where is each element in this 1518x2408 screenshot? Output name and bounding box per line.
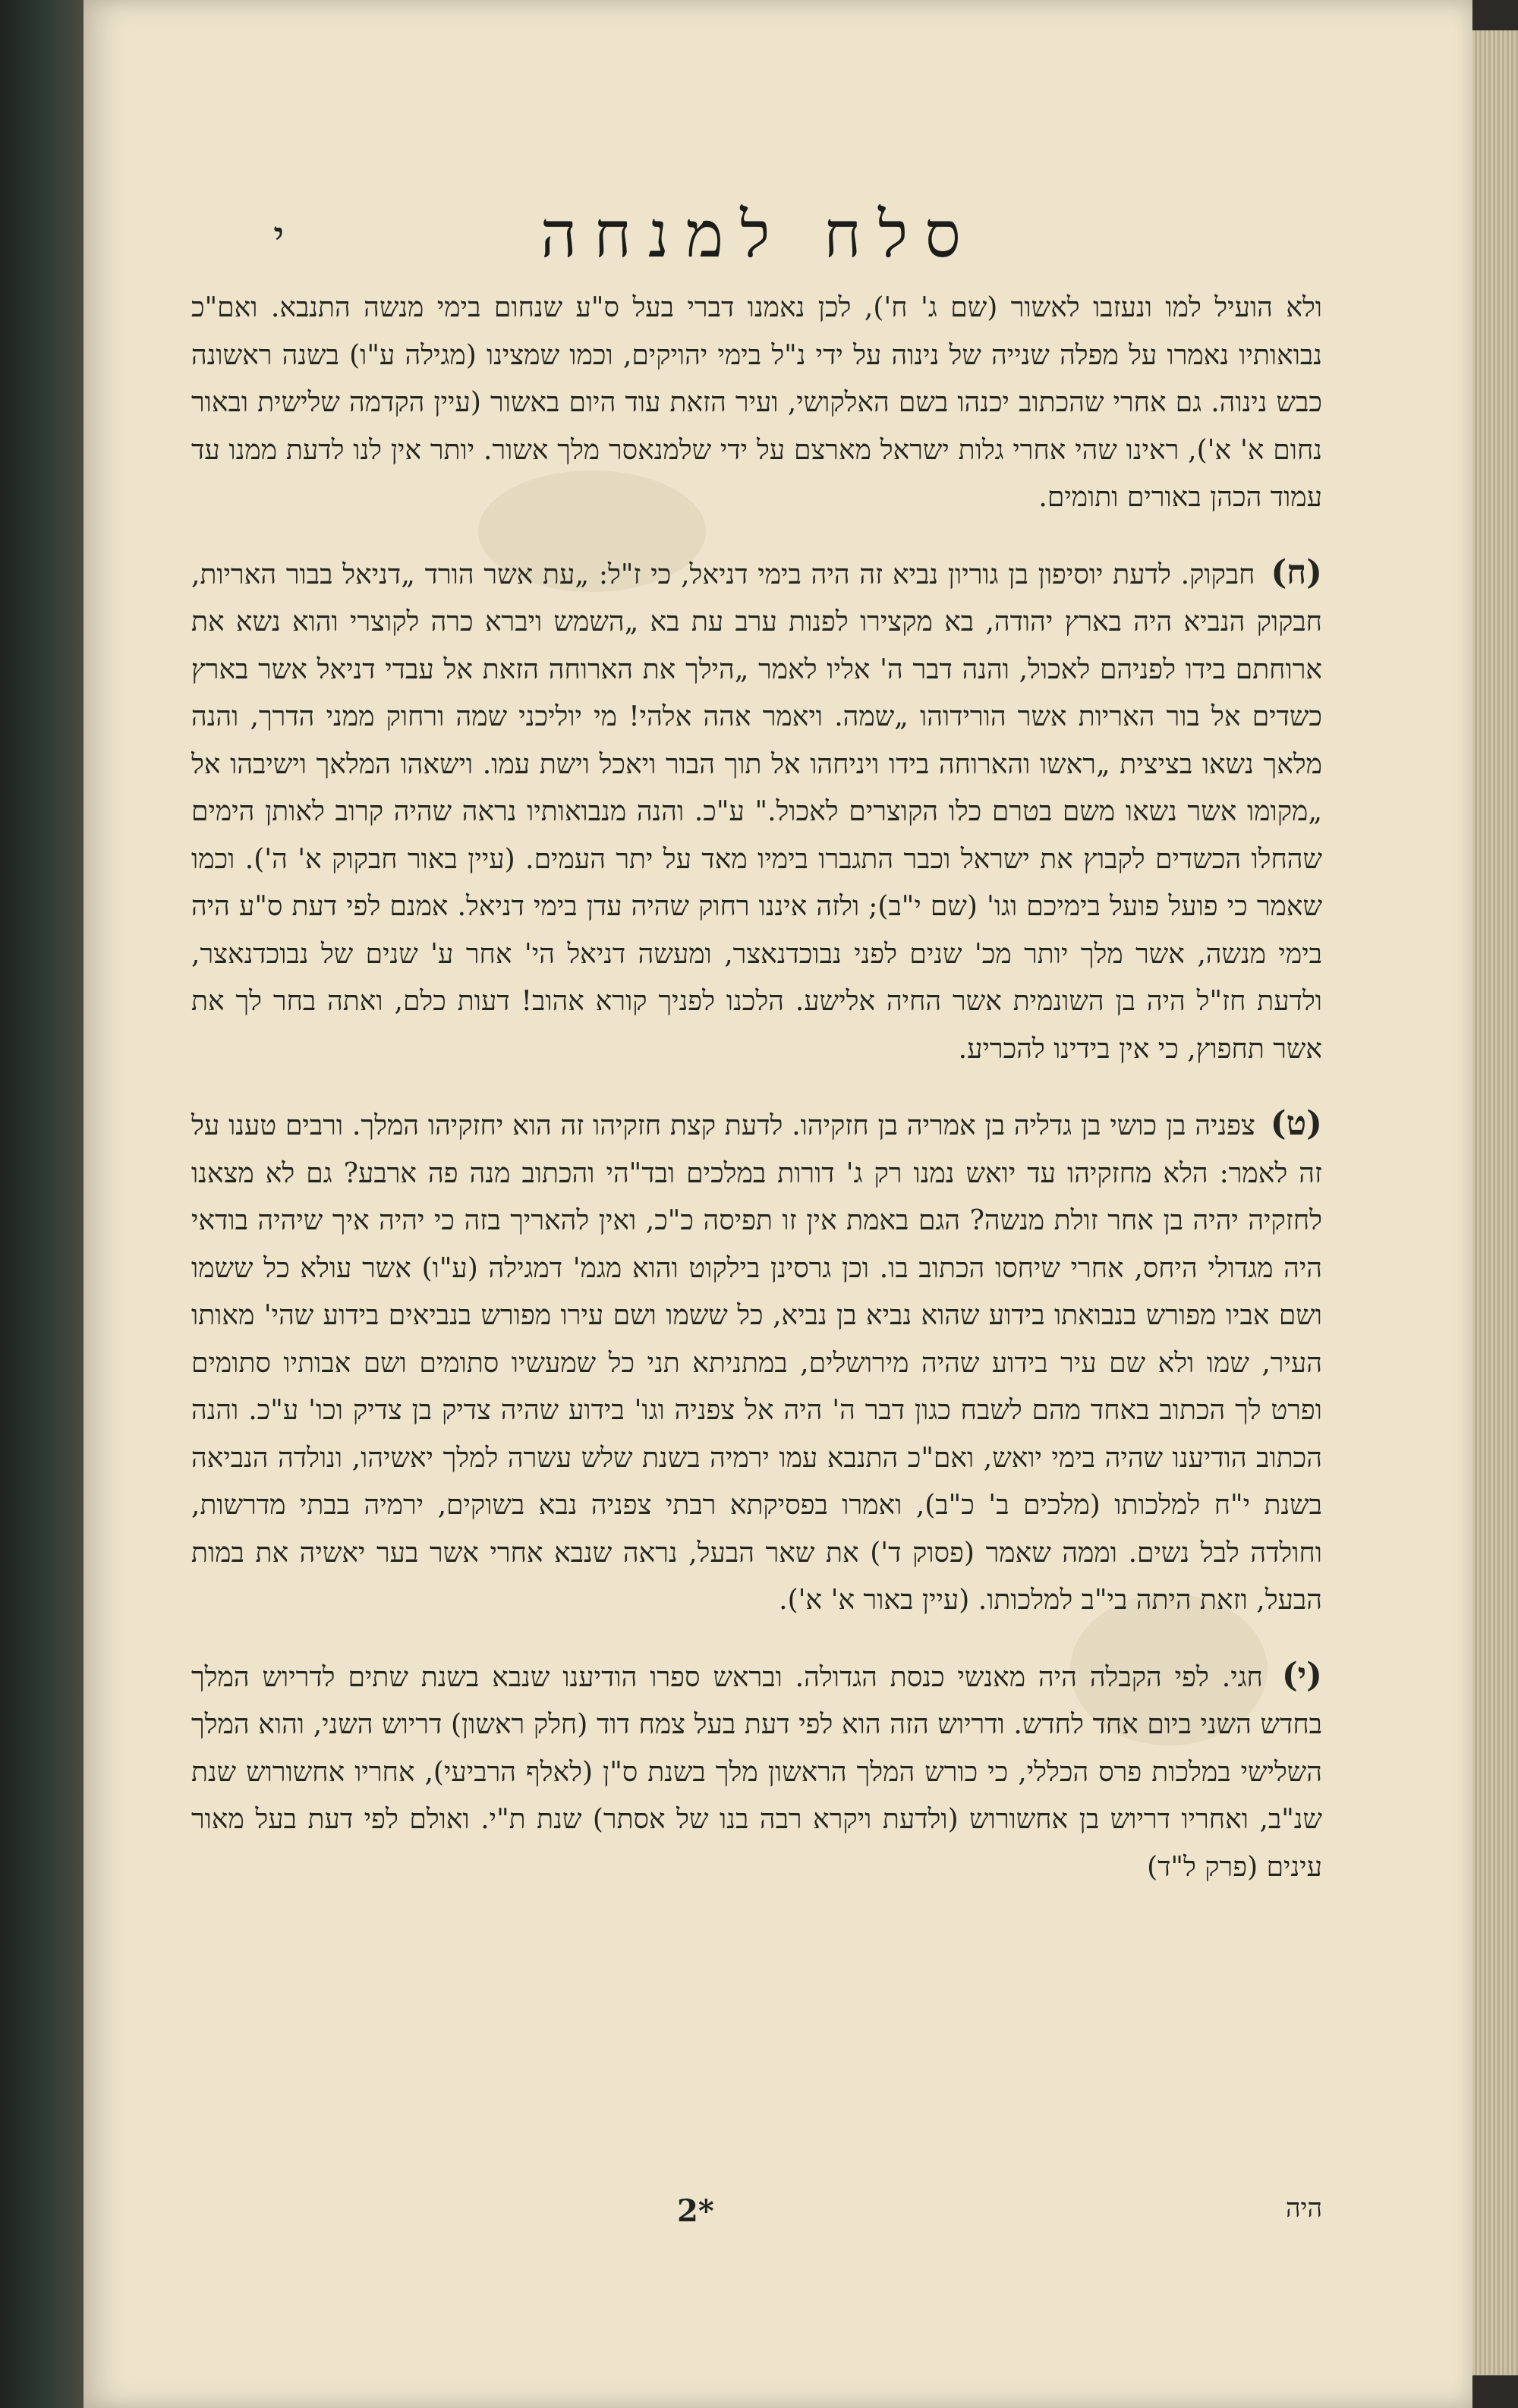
page-header: [273, 197, 1245, 281]
page-footer: [191, 2193, 1322, 2246]
signature-mark: 2*: [677, 2193, 714, 2229]
running-title: סלח למנחה: [540, 197, 978, 272]
paragraph-text: חגי. לפי הקבלה היה מאנשי כנסת הגדולה. ובראש ספרו הודיענו שנבא בשנת שתים לדריוש המלך בחדש השני ביום אחד לחדש. ודריוש הזה הוא לפי דעת בעל צמח דוד (חלק ראשון) דריוש השני, והוא המלך השלישי במלכות פרס הכללי, כי כורש המלך הראשון מלך בשנת ס"ן (לאלף הרביעי), אחריו אחשורוש שנת שנ"ב, ואחריו דריוש בן אחשורוש (ולדעת ויקרא רבה בנו של אסתר) שנת ת"י. ואולם לפי דעת בעל מאור עינים (פרק ל"ד): [191, 1661, 1322, 1883]
paragraph: [191, 1100, 1322, 1625]
paragraph-text: חבקוק. לדעת יוסיפון בן גוריון נביא זה היה בימי דניאל, כי ז"ל: „עת אשר הורד „דניאל בבור האריות, חבקוק הנביא היה בארץ יהודה, בא מקצירו לפנות ערב עת בא „השמש ויברא כרה לקוצרי והוא נשא את ארוחתם בידו לפניהם לאכול, והנה דבר ה' אליו לאמר „הילך את הארוחה הזאת אל עבדי דניאל אשר בארץ כשדים אל בור האריות אשר הורידוהו „שמה. ויאמר אהה אלהי! מי יוליכני שמה ורחוק ממני הדרך, והנה מלאך נשאו בציצית „ראשו והארוחה בידו ויניחהו אל תוך הבור ויאכל וישת עמו. וישאהו המלאך וישיבהו אל „מקומו אשר נשאו משם בטרם כלו הקוצרים לאכול." ע"כ. והנה מנבואותיו נראה שהיה קרוב לאותן הימים שהחלו הכשדים לקבוץ את ישראל וכבר התגברו בימיו מאד על יתר העמים. (עיין באור חבקוק א' ה'). וכמו שאמר כי פועל פועל בימיכם וגו' (שם י"ב); ולזה איננו רחוק שהיה עדן בימי דניאל. אמנם לפי דעת ס"ע היה בימי מנשה, אשר מלך יותר מכ' שנים לפני נבוכדנאצר, ומעשה דניאל הי' אחר ע' שנים של נבוכדנאצר, ולדעת חז"ל היה בן השונמית אשר החיה אלישע. הלכנו לפניך קורא אהוב! דעות כלם, ואתה בחר לך את אשר תחפוץ, כי אין בידינו להכריע.: [191, 559, 1322, 1065]
paragraph-text: צפניה בן כושי בן גדליה בן אמריה בן חזקיהו. לדעת קצת חזקיהו זה הוא יחזקיהו המלך. ורבים טענו על זה לאמר: הלא מחזקיהו עד יואש נמנו רק ג' דורות במלכים ובד"הי והכתוב מנה פה ארבע? גם לא מצאנו לחזקיה יהיה בן אחר זולת מנשה? הגם באמת אין זו תפיסה כ"כ, ואין להאריך בזה כי יהיה איך שיהיה בודאי היה מגדולי היחס, אחרי שיחסו הכתוב בו. וכן גרסינן בילקוט והוא מגמ' דמגילה (ע"ו) אשר עולא כל ששמו ושם אביו מפורש בנבואתו בידוע שהוא נביא בן נביא, כל ששמו ושם עירו מפורש בנביאים בידוע שהי' מאותו העיר, שמו ולא שם עיר בידוע שהיה מירושלים, במתניתא תני כל שמעשיו סתומים ושם אבותיו סתומים ופרט לך הכתוב באחד מהם לשבח כגון דבר ה' היה אל צפניה וגו' בידוע שהיה צדיק בן צדיק וכו' ע"כ. והנה הכתוב הודיענו שהיה בימי יואש, ואם"כ התנבא עמו ירמיה בשנת שלש עשרה למלך יאשיהו, ונולדה הנביאה בשנת י"ח למלכותו (מלכים ב' כ"ב), ואמרו בפסיקתא רבתי צפניה נבא בשוקים, ירמיה בבתי מדרשות, וחולדה לבל נשים. וממה שאמר (פסוק ד') את שאר הבעל, נראה שנבא אחרי אשר בער יאשיה את במות הבעל, וזאת היתה בי"ב למלכותו. (עיין באור א' א').: [191, 1110, 1322, 1616]
catchword: היה: [1285, 2193, 1322, 2224]
paragraph-text: ולא הועיל למו ונעזבו לאשור (שם ג' ח'), לכן נאמנו דברי בעל ס"ע שנחום בימי מנשה התנבא. ואם"כ נבואותיו נאמרו על מפלה שנייה של נינוה על ידי נ"ל בימי יהויקים, וכמו שמצינו (מגילה ע"ו) בשנה ראשונה כבש נינוה. גם אחרי שהכתוב יכנהו בשם האלקושי, ועיר הזאת עוד היום באשור (עיין הקדמה שלישית ובאור נחום א' א'), ראינו שהי אחרי גלות ישראל מארצם על ידי שלמנאסר מלך אשור. יותר אין לנו לדעת ממנו עד עמוד הכהן באורים ותומים.: [191, 292, 1322, 513]
paragraph: [191, 285, 1322, 522]
paragraph: [191, 549, 1322, 1074]
paragraph-marker: (ח): [1271, 552, 1322, 592]
page-number: י: [273, 212, 285, 262]
page-edges: [1472, 30, 1518, 2375]
paragraph-marker: (ט): [1270, 1104, 1322, 1143]
paragraph-marker: (י): [1281, 1655, 1322, 1695]
book-binding-edge: [0, 0, 83, 2408]
main-text: [191, 285, 1322, 1891]
paragraph: [191, 1652, 1322, 1892]
